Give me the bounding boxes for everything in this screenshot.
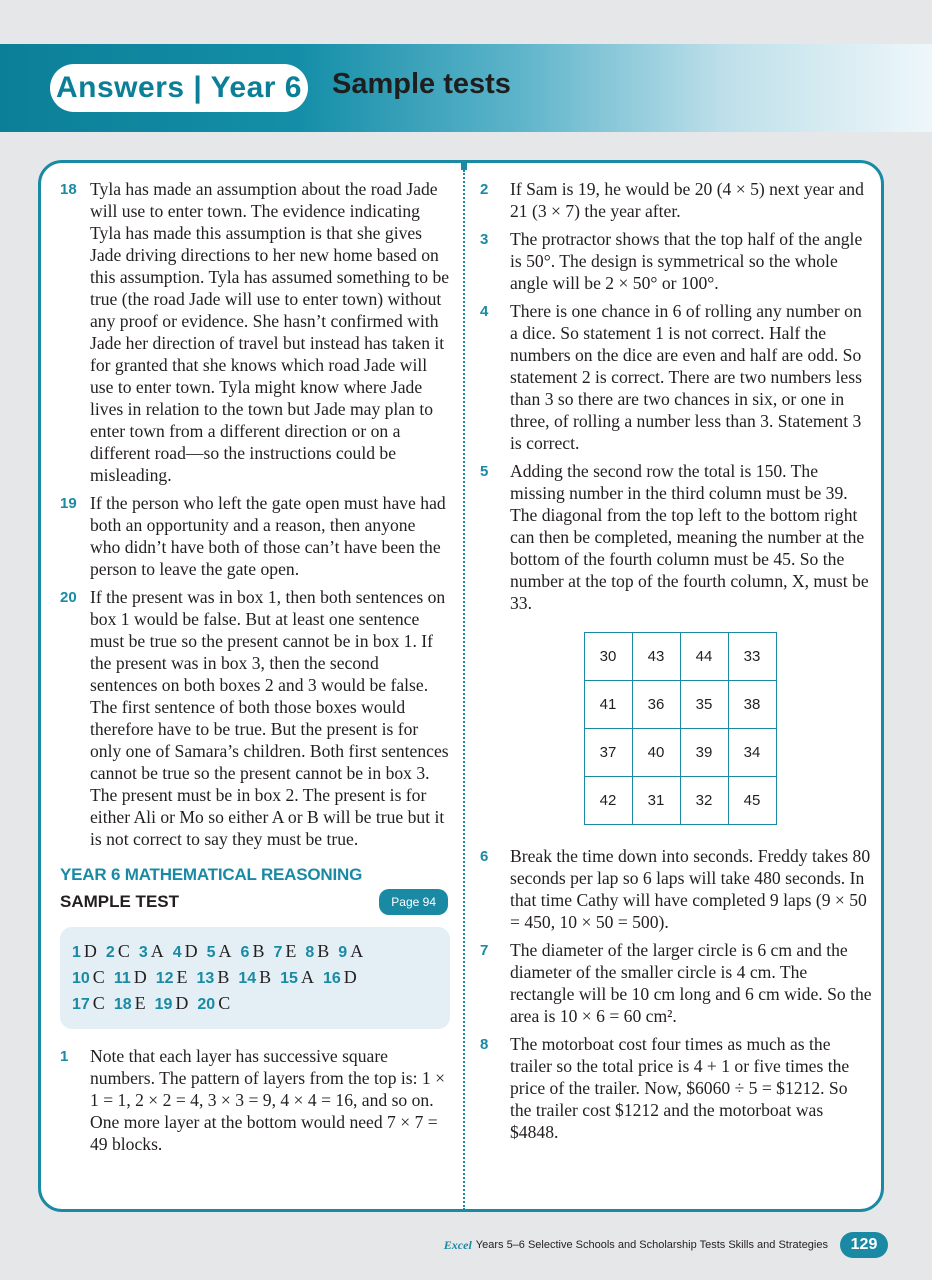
section-heading: YEAR 6 MATHEMATICAL REASONING bbox=[60, 865, 363, 884]
answer-number: 7 bbox=[480, 942, 489, 959]
question-number: 15 bbox=[280, 970, 298, 987]
answer-key-entry bbox=[72, 939, 97, 965]
magic-square-cell: 31 bbox=[632, 777, 680, 825]
answer-item bbox=[480, 1033, 872, 1143]
answer-item bbox=[60, 586, 450, 850]
answer-text: If the person who left the gate open must have had both an opportunity and a reason, then anyone who didn’t have both of those can’t have been the person to leave the gate open. bbox=[90, 493, 446, 579]
question-number: 4 bbox=[172, 944, 182, 961]
magic-square-row bbox=[584, 729, 776, 777]
magic-square-cell: 41 bbox=[584, 681, 632, 729]
answer-letter: B bbox=[317, 941, 330, 961]
magic-square-cell: 45 bbox=[728, 777, 776, 825]
answer-letter: E bbox=[176, 967, 188, 987]
answer-number: 6 bbox=[480, 848, 489, 865]
magic-square-wrap bbox=[488, 632, 872, 825]
brand-logo: Excel bbox=[443, 1237, 472, 1252]
answer-text: The protractor shows that the top half of the angle is 50°. The design is symmetrical so the whole angle will be 2 × 50° or 100°. bbox=[510, 229, 863, 293]
answer-item bbox=[60, 492, 450, 580]
answer-letter: C bbox=[218, 993, 231, 1013]
question-number: 13 bbox=[196, 970, 215, 987]
page-reference-badge: Page 94 bbox=[379, 889, 448, 915]
answer-key-entry bbox=[305, 939, 329, 965]
answer-text: There is one chance in 6 of rolling any number on a dice. So statement 1 is not correct. Half the numbers on the dice are even and half are odd. So statement 2 is correct. There are two numbers less than 3 so there are two chances in six, or one in three, of rolling a number less than 3. Statement 3 is correct. bbox=[510, 301, 862, 453]
answers-year-badge: Answers | Year 6 bbox=[50, 64, 308, 112]
answer-text: Note that each layer has successive square numbers. The pattern of layers from the top is: 1 × 1 = 1, 2 × 2 = 4, 3 × 3 = 9, 4 × 4 = 16, and so on. One more layer at the bottom would need 7 × 7 = 49 blocks. bbox=[90, 1046, 446, 1154]
question-number: 1 bbox=[72, 944, 81, 961]
magic-square-cell: 42 bbox=[584, 777, 632, 825]
answer-letter: C bbox=[92, 993, 105, 1013]
magic-square-row bbox=[584, 777, 776, 825]
answer-letter: D bbox=[184, 941, 198, 961]
answer-letter: A bbox=[300, 967, 314, 987]
answer-letter: A bbox=[218, 941, 232, 961]
answer-number: 20 bbox=[60, 589, 77, 606]
magic-square-cell: 44 bbox=[680, 633, 728, 681]
answer-number: 4 bbox=[480, 303, 489, 320]
answer-key-entry bbox=[238, 965, 271, 991]
answer-item bbox=[480, 845, 872, 933]
answer-key-entry bbox=[156, 965, 188, 991]
question-number: 17 bbox=[72, 996, 90, 1013]
answer-letter: E bbox=[134, 993, 146, 1013]
left-answer-list bbox=[60, 178, 450, 850]
answer-item bbox=[480, 178, 872, 222]
page-number: 129 bbox=[840, 1232, 888, 1258]
answer-letter: C bbox=[117, 941, 130, 961]
magic-square-cell: 32 bbox=[680, 777, 728, 825]
answer-number: 18 bbox=[60, 181, 77, 198]
answer-letter: D bbox=[343, 967, 357, 987]
book-title: Years 5–6 Selective Schools and Scholarship Tests Skills and Strategies bbox=[475, 1239, 828, 1251]
question-number: 5 bbox=[206, 944, 216, 961]
question-number: 8 bbox=[305, 944, 315, 961]
answer-key-entry bbox=[241, 939, 265, 965]
answer-letter: D bbox=[83, 941, 97, 961]
left-column bbox=[60, 178, 450, 1161]
answer-key-entry bbox=[338, 939, 363, 965]
question-number: 6 bbox=[240, 944, 250, 961]
answer-text: The motorboat cost four times as much as the trailer so the total price is 4 + 1 or five times the price of the trailer. Now, $6060 ÷ 5 = $1212. So the trailer cost $1212 and the motorboat was $4848. bbox=[510, 1034, 850, 1142]
question-number: 20 bbox=[197, 996, 216, 1013]
question-number: 2 bbox=[105, 944, 115, 961]
answer-key-entry bbox=[72, 991, 105, 1017]
answer-key-box bbox=[60, 927, 450, 1029]
answer-key-entry bbox=[106, 939, 130, 965]
answer-number: 2 bbox=[480, 181, 489, 198]
answer-number: 5 bbox=[480, 463, 489, 480]
answer-key-entry bbox=[273, 939, 296, 965]
question-number: 19 bbox=[154, 996, 173, 1013]
question-number: 18 bbox=[113, 996, 132, 1013]
answer-key-entry bbox=[197, 965, 230, 991]
answer-text: If the present was in box 1, then both sentences on box 1 would be false. But at least one sentence must be true so the present cannot be in box 1. If the present was in box 3, then the second sentences on both boxes 2 and 3 would be false. The first sentence of both those boxes would therefore have to be true. But the present is for only one of Samara’s children. Both first sentences cannot be true so the present cannot be in box 3. The present must be in box 2. The present is for either Ali or Mo so either A or B will be true but it is not correct to say they must be true. bbox=[90, 587, 449, 849]
answer-number: 3 bbox=[480, 231, 489, 248]
answer-item bbox=[480, 460, 872, 614]
section-subheading-row bbox=[60, 889, 450, 915]
answer-text: The diameter of the larger circle is 6 cm and the diameter of the smaller circle is 4 cm. The rectangle will be 10 cm long and 6 cm wide. So the area is 10 × 6 = 60 cm². bbox=[510, 940, 872, 1026]
answer-key-entry bbox=[72, 965, 105, 991]
question-number: 9 bbox=[338, 944, 348, 961]
answer-letter: B bbox=[252, 941, 265, 961]
question-number: 11 bbox=[113, 970, 131, 987]
answer-text: If Sam is 19, he would be 20 (4 × 5) next year and 21 (3 × 7) the year after. bbox=[510, 179, 864, 221]
magic-square-table bbox=[584, 632, 777, 825]
right-answer-list-top bbox=[480, 178, 872, 614]
answer-item bbox=[60, 1045, 450, 1155]
page-title: Sample tests bbox=[332, 68, 511, 100]
question-number: 10 bbox=[72, 970, 90, 987]
page-footer bbox=[444, 1232, 888, 1258]
answer-item bbox=[60, 178, 450, 486]
magic-square-cell: 34 bbox=[728, 729, 776, 777]
magic-square-cell: 35 bbox=[680, 681, 728, 729]
question-number: 12 bbox=[155, 970, 174, 987]
answer-letter: A bbox=[350, 941, 364, 961]
section-subheading: SAMPLE TEST bbox=[60, 892, 180, 911]
answer-letter: B bbox=[259, 967, 272, 987]
question-number: 16 bbox=[322, 970, 341, 987]
magic-square-cell: 33 bbox=[728, 633, 776, 681]
magic-square-cell: 30 bbox=[584, 633, 632, 681]
magic-square-cell: 38 bbox=[728, 681, 776, 729]
answer-key-entry bbox=[155, 991, 189, 1017]
answer-item bbox=[480, 300, 872, 454]
answer-key-entry bbox=[173, 939, 198, 965]
answer-key-entry bbox=[114, 991, 146, 1017]
magic-square-cell: 37 bbox=[584, 729, 632, 777]
answer-item bbox=[480, 939, 872, 1027]
answer-key-entry bbox=[139, 939, 164, 965]
magic-square-cell: 39 bbox=[680, 729, 728, 777]
answer-text: Adding the second row the total is 150. The missing number in the third column must be 39. The diagonal from the top left to the bottom right can then be completed, meaning the number at the bottom of the fourth column must be 45. So the number at the top of the fourth column, X, must be 33. bbox=[510, 461, 869, 613]
question-number: 3 bbox=[138, 944, 148, 961]
divider-marker bbox=[461, 160, 467, 170]
answer-key-entry bbox=[323, 965, 357, 991]
answer-item bbox=[480, 228, 872, 294]
magic-square-row bbox=[584, 681, 776, 729]
column-divider bbox=[463, 170, 465, 1210]
answer-key-entry bbox=[197, 991, 230, 1017]
answer-letter: E bbox=[285, 941, 297, 961]
magic-square-cell: 40 bbox=[632, 729, 680, 777]
answer-letter: B bbox=[217, 967, 230, 987]
answer-number: 1 bbox=[60, 1048, 69, 1065]
answer-letter: D bbox=[133, 967, 147, 987]
right-column bbox=[480, 178, 872, 1149]
answer-number: 8 bbox=[480, 1036, 489, 1053]
answer-letter: A bbox=[150, 941, 164, 961]
magic-square-cell: 36 bbox=[632, 681, 680, 729]
question-number: 14 bbox=[238, 970, 257, 987]
answer-letter: C bbox=[92, 967, 105, 987]
answer-letter: D bbox=[175, 993, 189, 1013]
right-answer-list-bottom bbox=[480, 845, 872, 1143]
magic-square-cell: 43 bbox=[632, 633, 680, 681]
answer-key-entry bbox=[280, 965, 314, 991]
magic-square-row bbox=[584, 633, 776, 681]
answer-number: 19 bbox=[60, 495, 77, 512]
answer-text: Tyla has made an assumption about the road Jade will use to enter town. The evidence indicating Tyla has made this assumption is that she gives Jade driving directions to her new home based on this assumption. Tyla has assumed something to be true (the road Jade will use to enter town) without any proof or evidence. She hasn’t confirmed with Jade her direction of travel but instead has taken it for granted that she knows which road Jade will use to enter town. Tyla might know where Jade lives in relation to the town but Jade may plan to enter town from a different direction or on a different road—so the instructions could be misleading. bbox=[90, 179, 450, 485]
answer-key-entry bbox=[114, 965, 147, 991]
question-number: 7 bbox=[273, 944, 283, 961]
answer-key-entry bbox=[207, 939, 232, 965]
answer-text: Break the time down into seconds. Freddy takes 80 seconds per lap so 6 laps will take 480 seconds. In that time Cathy will have completed 9 laps (9 × 50 = 450, 10 × 50 = 500). bbox=[510, 846, 871, 932]
